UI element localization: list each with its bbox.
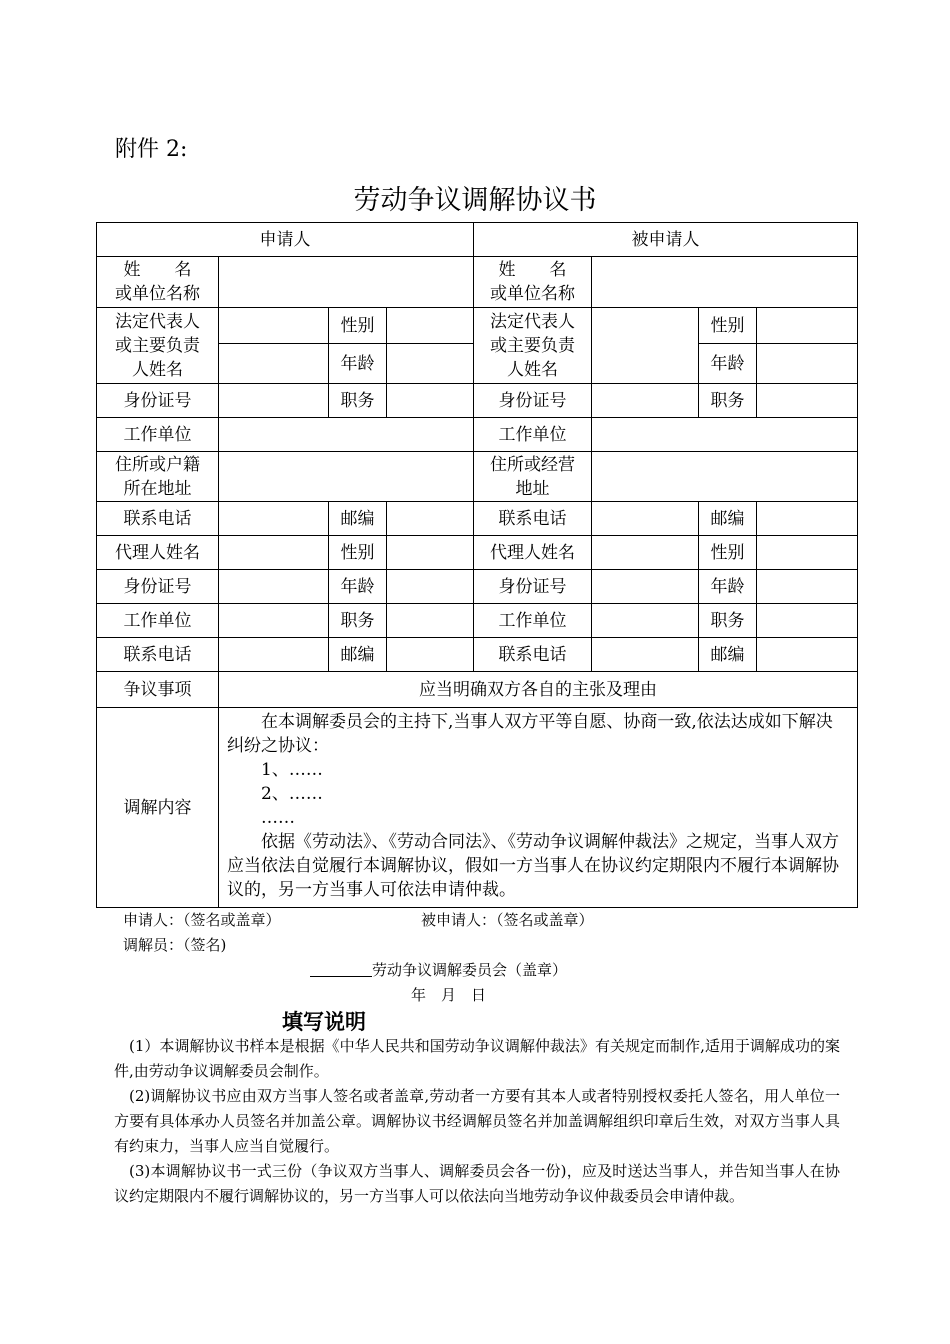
applicant-agent-name-field[interactable] bbox=[219, 536, 329, 570]
signature-date: 年 月 日 bbox=[411, 986, 487, 1004]
applicant-name-label bbox=[97, 257, 219, 308]
respondent-rep-label-line3: 人姓名 bbox=[507, 359, 558, 380]
respondent-phone-label: 联系电话 bbox=[474, 502, 592, 536]
respondent-address-label-line1: 住所或经营 bbox=[490, 454, 575, 475]
applicant-rep-name-field[interactable] bbox=[219, 308, 329, 344]
respondent-id-field[interactable] bbox=[592, 384, 699, 418]
respondent-agent-unit-label: 工作单位 bbox=[474, 604, 592, 638]
applicant-name-field[interactable] bbox=[219, 257, 474, 308]
applicant-gender-label: 性别 bbox=[329, 308, 387, 344]
applicant-position-field[interactable] bbox=[387, 384, 474, 418]
respondent-signature: 被申请人：（签名或盖章） bbox=[421, 911, 594, 929]
mediator-signature: 调解员：（签名) bbox=[123, 936, 227, 954]
applicant-rep-label-line1: 法定代表人 bbox=[115, 311, 200, 332]
respondent-name-label bbox=[474, 257, 592, 308]
applicant-work-unit-label: 工作单位 bbox=[97, 418, 219, 452]
respondent-agent-unit-field[interactable] bbox=[592, 604, 699, 638]
respondent-agent-id-label: 身份证号 bbox=[474, 570, 592, 604]
mediation-agreement-table bbox=[96, 222, 858, 908]
applicant-agent-postcode-label: 邮编 bbox=[329, 638, 387, 672]
respondent-agent-postcode-field[interactable] bbox=[757, 638, 858, 672]
committee-seal bbox=[310, 959, 567, 980]
applicant-agent-name-label: 代理人姓名 bbox=[97, 536, 219, 570]
applicant-age-field[interactable] bbox=[387, 344, 474, 384]
respondent-rep-label-line1: 法定代表人 bbox=[490, 311, 575, 332]
applicant-address-field[interactable] bbox=[219, 452, 474, 502]
applicant-agent-unit-field[interactable] bbox=[219, 604, 329, 638]
mediation-item-2: 2、…… bbox=[261, 784, 323, 804]
respondent-agent-position-label: 职务 bbox=[699, 604, 757, 638]
applicant-name-label-line2: 或单位名称 bbox=[115, 284, 200, 304]
respondent-postcode-label: 邮编 bbox=[699, 502, 757, 536]
respondent-name-label-line1: 姓 名 bbox=[498, 260, 567, 280]
applicant-rep-label bbox=[97, 308, 219, 384]
respondent-postcode-field[interactable] bbox=[757, 502, 858, 536]
respondent-age-label: 年龄 bbox=[699, 344, 757, 384]
applicant-postcode-label: 邮编 bbox=[329, 502, 387, 536]
applicant-header: 申请人 bbox=[97, 223, 474, 257]
respondent-agent-id-field[interactable] bbox=[592, 570, 699, 604]
respondent-gender-field[interactable] bbox=[757, 308, 858, 344]
instructions-body bbox=[114, 1034, 840, 1209]
mediation-content bbox=[219, 708, 858, 908]
respondent-agent-phone-label: 联系电话 bbox=[474, 638, 592, 672]
applicant-agent-gender-field[interactable] bbox=[387, 536, 474, 570]
committee-blank[interactable] bbox=[310, 976, 372, 977]
attachment-label: 附件 2: bbox=[115, 137, 188, 162]
respondent-agent-phone-field[interactable] bbox=[592, 638, 699, 672]
mediation-closing: 依据《劳动法》、《劳动合同法》、《劳动争议调解仲裁法》之规定，当事人双方应当依法自觉履行本调解协议，假如一方当事人在协议约定期限内不履行本调解协议的，另一方当事人可依法申请仲裁。 bbox=[227, 832, 839, 900]
applicant-age-label: 年龄 bbox=[329, 344, 387, 384]
applicant-rep-label-line3: 人姓名 bbox=[132, 359, 183, 380]
applicant-address-label bbox=[97, 452, 219, 502]
respondent-address-field[interactable] bbox=[592, 452, 858, 502]
applicant-signature: 申请人：（签名或盖章） bbox=[123, 911, 281, 929]
respondent-name-label-line2: 或单位名称 bbox=[490, 284, 575, 304]
applicant-rep-name-field-2[interactable] bbox=[219, 344, 329, 384]
instruction-3: (3)本调解协议书一式三份（争议双方当事人、调解委员会各一份)，应及时送达当事人，并告知当事人在协议约定期限内不履行调解协议的，另一方当事人可以依法向当地劳动争议仲裁委员会申请仲裁。 bbox=[114, 1162, 840, 1205]
applicant-address-label-line1: 住所或户籍 bbox=[115, 454, 200, 475]
applicant-agent-age-field[interactable] bbox=[387, 570, 474, 604]
respondent-agent-name-label: 代理人姓名 bbox=[474, 536, 592, 570]
applicant-position-label: 职务 bbox=[329, 384, 387, 418]
instructions-title: 填写说明 bbox=[282, 1010, 366, 1034]
applicant-phone-field[interactable] bbox=[219, 502, 329, 536]
respondent-work-unit-label: 工作单位 bbox=[474, 418, 592, 452]
respondent-id-label: 身份证号 bbox=[474, 384, 592, 418]
respondent-position-field[interactable] bbox=[757, 384, 858, 418]
respondent-phone-field[interactable] bbox=[592, 502, 699, 536]
respondent-agent-postcode-label: 邮编 bbox=[699, 638, 757, 672]
applicant-id-field[interactable] bbox=[219, 384, 329, 418]
applicant-agent-position-field[interactable] bbox=[387, 604, 474, 638]
respondent-agent-gender-label: 性别 bbox=[699, 536, 757, 570]
instruction-2: (2)调解协议书应由双方当事人签名或者盖章,劳动者一方要有其本人或者特别授权委托人签名，用人单位一方要有具体承办人员签名并加盖公章。调解协议书经调解员签名并加盖调解组织印章后生效，对双方当事人具有约束力，当事人应当自觉履行。 bbox=[114, 1087, 840, 1155]
respondent-header: 被申请人 bbox=[474, 223, 858, 257]
applicant-name-label-line1: 姓 名 bbox=[123, 260, 192, 280]
applicant-address-label-line2: 所在地址 bbox=[123, 478, 192, 499]
respondent-address-label-line2: 地址 bbox=[515, 478, 550, 499]
committee-label: 劳动争议调解委员会（盖章） bbox=[372, 961, 568, 979]
dispute-text: 应当明确双方各自的主张及理由 bbox=[219, 672, 858, 708]
mediation-item-1: 1、…… bbox=[261, 760, 323, 780]
applicant-agent-phone-label: 联系电话 bbox=[97, 638, 219, 672]
applicant-agent-age-label: 年龄 bbox=[329, 570, 387, 604]
applicant-agent-postcode-field[interactable] bbox=[387, 638, 474, 672]
applicant-rep-label-line2: 或主要负责 bbox=[115, 335, 200, 356]
applicant-id-label: 身份证号 bbox=[97, 384, 219, 418]
document-title: 劳动争议调解协议书 bbox=[353, 185, 597, 216]
respondent-gender-label: 性别 bbox=[699, 308, 757, 344]
respondent-agent-age-field[interactable] bbox=[757, 570, 858, 604]
respondent-agent-name-field[interactable] bbox=[592, 536, 699, 570]
respondent-age-field[interactable] bbox=[757, 344, 858, 384]
dispute-label: 争议事项 bbox=[97, 672, 219, 708]
respondent-position-label: 职务 bbox=[699, 384, 757, 418]
respondent-agent-gender-field[interactable] bbox=[757, 536, 858, 570]
respondent-rep-label bbox=[474, 308, 592, 384]
applicant-agent-unit-label: 工作单位 bbox=[97, 604, 219, 638]
mediation-label: 调解内容 bbox=[97, 708, 219, 908]
respondent-address-label bbox=[474, 452, 592, 502]
respondent-rep-label-line2: 或主要负责 bbox=[490, 335, 575, 356]
applicant-agent-position-label: 职务 bbox=[329, 604, 387, 638]
respondent-work-unit-field[interactable] bbox=[592, 418, 858, 452]
mediation-item-3: …… bbox=[261, 808, 295, 828]
applicant-agent-id-field[interactable] bbox=[219, 570, 329, 604]
respondent-agent-age-label: 年龄 bbox=[699, 570, 757, 604]
applicant-work-unit-field[interactable] bbox=[219, 418, 474, 452]
applicant-postcode-field[interactable] bbox=[387, 502, 474, 536]
mediation-intro: 在本调解委员会的主持下,当事人双方平等自愿、协商一致,依法达成如下解决纠纷之协议： bbox=[227, 712, 833, 756]
respondent-rep-name-field[interactable] bbox=[592, 308, 699, 384]
applicant-gender-field[interactable] bbox=[387, 308, 474, 344]
applicant-phone-label: 联系电话 bbox=[97, 502, 219, 536]
applicant-agent-phone-field[interactable] bbox=[219, 638, 329, 672]
applicant-agent-gender-label: 性别 bbox=[329, 536, 387, 570]
instruction-1: (1）本调解协议书样本是根据《中华人民共和国劳动争议调解仲裁法》有关规定而制作,适用于调解成功的案件,由劳动争议调解委员会制作。 bbox=[114, 1037, 840, 1080]
applicant-agent-id-label: 身份证号 bbox=[97, 570, 219, 604]
respondent-agent-position-field[interactable] bbox=[757, 604, 858, 638]
respondent-name-field[interactable] bbox=[592, 257, 858, 308]
